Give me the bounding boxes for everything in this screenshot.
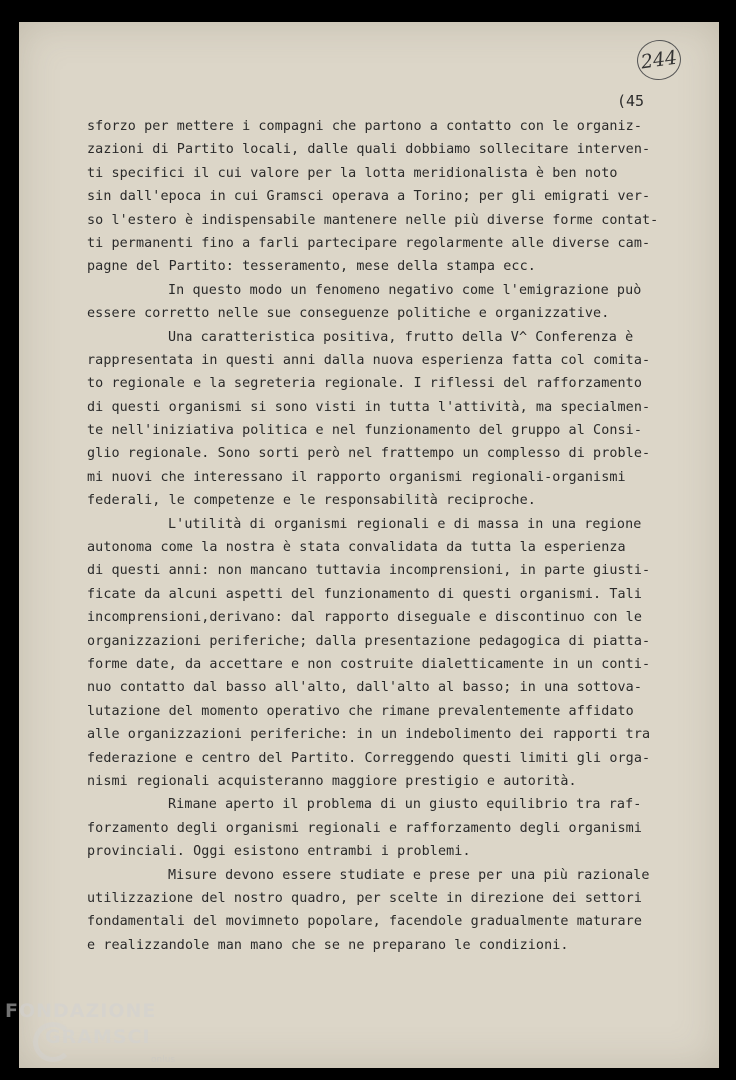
text-line: sin dall'epoca in cui Gramsci operava a Torino; per gli emigrati ver-: [87, 189, 651, 205]
text-line: zazioni di Partito locali, dalle quali dobbiamo sollecitare interven-: [87, 142, 651, 158]
text-line: federali, le competenze e le responsabilità reciproche.: [87, 493, 536, 509]
text-line: provinciali. Oggi esistono entrambi i problemi.: [87, 844, 471, 860]
text-line: autonoma come la nostra è stata convalidata da tutta la esperienza: [87, 540, 626, 556]
text-line: mi nuovi che interessano il rapporto organismi regionali-organismi: [87, 469, 626, 485]
text-line: In questo modo un fenomeno negativo come l'emigrazione può: [168, 282, 642, 298]
text-line: Una caratteristica positiva, frutto della V^ Conferenza è: [168, 329, 634, 345]
fondazione-gramsci-watermark: [5, 1000, 176, 1065]
text-line: alle organizzazioni periferiche: in un indebolimento dei rapporti tra: [87, 727, 651, 743]
text-line: federazione e centro del Partito. Correggendo questi limiti gli orga-: [87, 750, 651, 766]
text-line: to regionale e la segreteria regionale. I riflessi del rafforzamento: [87, 376, 643, 392]
text-line: organizzazioni periferiche; dalla presentazione pedagogica di piatta-: [87, 633, 651, 649]
watermark-suffix: onlus: [151, 1055, 176, 1065]
paragraph: [87, 793, 707, 863]
text-line: e realizzandole man mano che se ne preparano le condizioni.: [87, 937, 569, 953]
paragraph: [87, 326, 707, 513]
paragraph: [87, 279, 707, 326]
text-line: Rimane aperto il problema di un giusto equilibrio tra raf-: [168, 797, 642, 813]
text-line: utilizzazione del nostro quadro, per scelte in direzione dei settori: [87, 890, 643, 906]
text-line: pagne del Partito: tesseramento, mese della stampa ecc.: [87, 259, 536, 275]
text-line: di questi organismi si sono visti in tutta l'attività, ma specialmen-: [87, 399, 651, 415]
watermark-logo-icon: [33, 1022, 73, 1062]
paragraph: [87, 513, 707, 794]
archive-stamp: 244: [634, 37, 683, 83]
document-text: [87, 115, 707, 957]
text-line: essere corretto nelle sue conseguenze politiche e organizzative.: [87, 306, 610, 322]
page-number: (45: [617, 92, 645, 110]
text-line: Misure devono essere studiate e prese per una più razionale: [168, 867, 650, 883]
text-line: sforzo per mettere i compagni che partono a contatto con le organiz-: [87, 119, 643, 134]
paragraph: [87, 864, 707, 958]
text-line: forzamento degli organismi regionali e rafforzamento degli organismi: [87, 820, 643, 836]
watermark-line-1: FONDAZIONE: [5, 1000, 157, 1022]
text-line: te nell'iniziativa politica e nel funzionamento del gruppo al Consi-: [87, 423, 643, 439]
text-line: fondamentali del movimneto popolare, facendole gradualmente maturare: [87, 914, 643, 930]
text-line: di questi anni: non mancano tuttavia incomprensioni, in parte giusti-: [87, 563, 651, 579]
text-line: ti specifici il cui valore per la lotta meridionalista è ben noto: [87, 165, 618, 181]
text-line: lutazione del momento operativo che rimane prevalentemente affidato: [87, 703, 634, 719]
document-page: [19, 22, 719, 1068]
text-line: glio regionale. Sono sorti però nel frattempo un complesso di proble-: [87, 446, 651, 462]
text-line: nuo contatto dal basso all'alto, dall'alto al basso; in una sottova-: [87, 680, 643, 696]
text-line: ti permanenti fino a farli partecipare regolarmente alle diverse cam-: [87, 235, 651, 251]
text-line: L'utilità di organismi regionali e di massa in una regione: [168, 516, 642, 532]
text-line: ficate da alcuni aspetti del funzionamento di questi organismi. Tali: [87, 586, 643, 602]
text-line: rappresentata in questi anni dalla nuova esperienza fatta col comita-: [87, 352, 651, 368]
text-line: nismi regionali acquisteranno maggiore prestigio e autorità.: [87, 773, 577, 789]
text-line: forme date, da accettare e non costruite dialetticamente in un conti-: [87, 656, 651, 672]
paragraph: [87, 115, 707, 279]
text-line: so l'estero è indispensabile mantenere nelle più diverse forme contat-: [87, 212, 659, 228]
watermark-line-2: GRAMSCI: [45, 1026, 151, 1048]
text-line: incomprensioni,derivano: dal rapporto diseguale e discontinuo con le: [87, 610, 643, 626]
